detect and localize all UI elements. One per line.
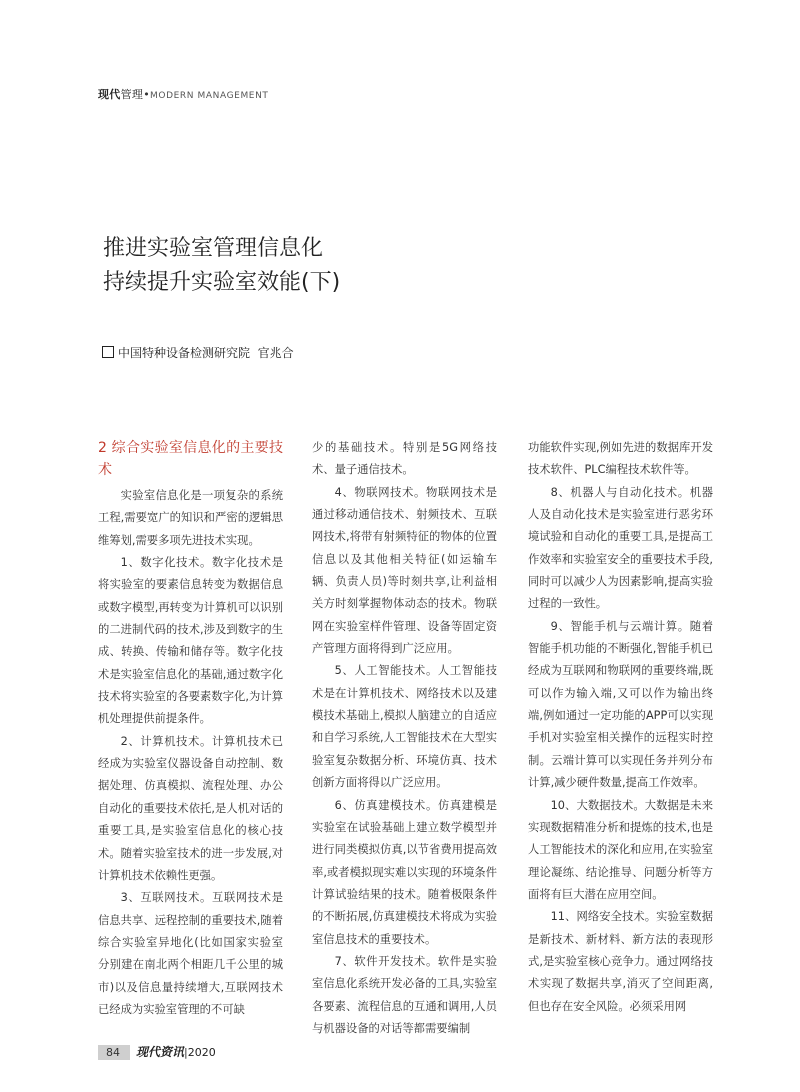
paragraph: 11、网络安全技术。实验室数据是新技术、新材料、新方法的表现形式,是实验室核心竞争力。通过网络技术实现了数据共享,消灭了空间距离,但也存在安全风险。必须采用网 [528, 910, 713, 1013]
paragraph: 实验室信息化是一项复杂的系统工程,需要宽广的知识和严密的逻辑思维筹划,需要多项先进技术实现。 [98, 489, 283, 547]
column-3 [528, 437, 713, 1018]
paragraph: 7、软件开发技术。软件是实验室信息化系统开发必备的工具,实验室各要素、流程信息的互通和调用,人员与机器设备的对话等都需要编制 [312, 954, 497, 1035]
paragraph: 6、仿真建模技术。仿真建模是实验室在试验基础上建立数学模型并进行同类模拟仿真,以节省费用提高效率,或者模拟现实难以实现的环境条件计算试验结果的技术。随着极限条件的不断拓展,仿真建模技术将成为实验室信息技术的重要技术。 [312, 798, 497, 946]
author-org: 中国特种设备检测研究院 [118, 346, 251, 360]
column-1 [98, 437, 283, 1021]
header-cn: 管理 [120, 88, 144, 101]
paragraph: 1、数字化技术。数字化技术是将实验室的要素信息转变为数据信息或数字模型,再转变为计算机可以识别的二进制代码的技术,涉及到数字的生成、转换、传输和储存等。数字化技术是实验室信息化的基础,通过数字化技术将实验室的各要素数字化,为计算机处理提供前提条件。 [98, 556, 283, 726]
magazine-name: 现代资讯 [136, 1045, 185, 1059]
paragraph: 8、机器人与自动化技术。机器人及自动化技术是实验室进行恶劣环境试验和自动化的重要工具,是提高工作效率和实验室安全的重要技术手段,同时可以减少人为因素影响,提高实验过程的一致性。 [528, 485, 713, 611]
author-line [102, 344, 294, 361]
paragraph: 5、人工智能技术。人工智能技术是在计算机技术、网络技术以及建模技术基础上,模拟人脑建立的自适应和自学习系统,人工智能技术在大型实验室复杂数据分析、环境仿真、技术创新方面将得以广泛应用。 [312, 664, 497, 790]
article-title [103, 232, 340, 300]
footer-separator: | [184, 1046, 188, 1059]
paragraph: 10、大数据技术。大数据是未来实现数据精准分析和提炼的技术,也是人工智能技术的深化和应用,在实验室理论凝练、结论推导、问题分析等方面将有巨大潜在应用空间。 [528, 798, 713, 901]
title-line-2: 持续提升实验室效能(下) [103, 270, 341, 295]
square-bullet-icon [102, 346, 114, 358]
page-footer [98, 1043, 216, 1060]
paragraph: 4、物联网技术。物联网技术是通过移动通信技术、射频技术、互联网技术,将带有射频特征的物体的位置信息以及其他相关特征(如运输车辆、负责人员)等时刻共享,让利益相关方时刻掌握物体动态的技术。物联网在实验室样件管理、设备等固定资产管理方面将得到广泛应用。 [312, 485, 497, 656]
paragraph: 3、互联网技术。互联网技术是信息共享、远程控制的重要技术,随着综合实验室异地化(比如国家实验室分别建在南北两个相距几千公里的城市)以及信息量持续增大,互联网技术已经成为实验室管理的不可缺 [98, 891, 283, 1016]
paragraph: 功能软件实现,例如先进的数据库开发技术软件、PLC编程技术软件等。 [528, 441, 713, 477]
page-number: 84 [98, 1045, 130, 1060]
footer-year: 2020 [187, 1046, 216, 1059]
author-name: 官兆合 [257, 346, 294, 360]
section-heading: 2 综合实验室信息化的主要技术 [98, 440, 283, 478]
paragraph: 少的基础技术。特别是5G网络技术、量子通信技术。 [312, 441, 497, 477]
header-en: MODERN MANAGEMENT [150, 91, 269, 101]
running-header [98, 86, 269, 102]
title-line-1: 推进实验室管理信息化 [103, 236, 324, 261]
header-cn-bold: 现代 [98, 88, 121, 101]
header-separator: • [143, 88, 151, 101]
paragraph: 9、智能手机与云端计算。随着智能手机功能的不断强化,智能手机已经成为互联网和物联网的重要终端,既可以作为输入端,又可以作为输出终端,例如通过一定功能的APP可以实现手机对实验室相关操作的远程实时控制。云端计算可以实现任务并列分布计算,减少硬件数量,提高工作效率。 [528, 619, 713, 790]
column-2 [312, 437, 497, 1040]
paragraph: 2、计算机技术。计算机技术已经成为实验室仪器设备自动控制、数据处理、仿真模拟、流程处理、办公自动化的重要技术依托,是人机对话的重要工具,是实验室信息化的核心技术。随着实验室技术的进一步发展,对计算机技术依赖性更强。 [98, 734, 283, 882]
